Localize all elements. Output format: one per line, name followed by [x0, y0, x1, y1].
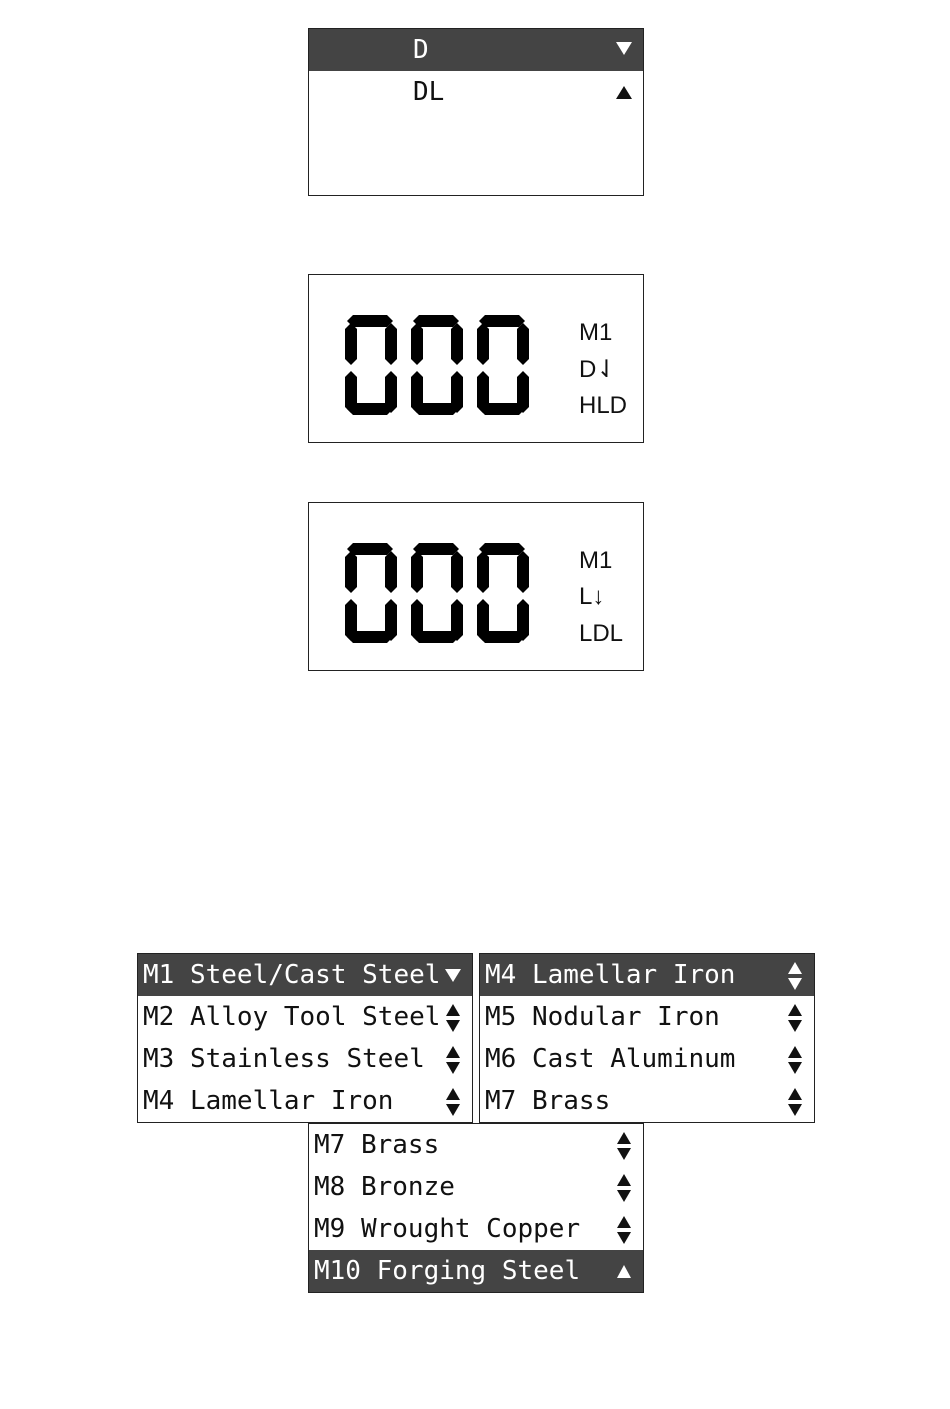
up-down-arrow-icon [614, 1166, 636, 1208]
up-down-arrow-icon [614, 1124, 636, 1166]
up-down-arrow-icon [785, 954, 807, 996]
material-item[interactable] [480, 1080, 814, 1122]
hardness-unit: LDL [579, 620, 624, 647]
up-down-arrow-icon [443, 996, 465, 1038]
material-item-label: M2 Alloy Tool Steel [143, 1002, 441, 1032]
material-item[interactable] [138, 954, 472, 996]
digit-0 [345, 315, 397, 415]
material-item[interactable] [138, 996, 472, 1038]
digit-2 [477, 543, 529, 643]
material-item[interactable] [480, 1038, 814, 1080]
digit-1 [411, 543, 463, 643]
seven-segment-reading [341, 311, 541, 421]
material-item-label: M3 Stainless Steel [143, 1044, 425, 1074]
mode-item-dl[interactable] [309, 71, 643, 113]
material-item[interactable] [309, 1250, 643, 1292]
down-arrow-icon [443, 954, 465, 996]
material-item-label: M5 Nodular Iron [485, 1002, 720, 1032]
material-menu-page-1 [137, 953, 473, 1123]
material-item-label: M6 Cast Aluminum [485, 1044, 736, 1074]
material-item-label: M10 Forging Steel [314, 1256, 581, 1286]
material-item[interactable] [480, 996, 814, 1038]
material-item[interactable] [309, 1124, 643, 1166]
digit-0 [345, 543, 397, 643]
mode-item-label: D [413, 35, 429, 65]
mode-item-d[interactable] [309, 29, 643, 71]
material-item-label: M4 Lamellar Iron [485, 960, 736, 990]
hardness-display-d [308, 274, 644, 443]
material-item-label: M7 Brass [485, 1086, 611, 1116]
material-item[interactable] [309, 1166, 643, 1208]
material-item-label: M8 Bronze [314, 1172, 455, 1202]
impact-direction-indicator: L↓ [579, 583, 605, 610]
material-item-label: M4 Lamellar Iron [143, 1086, 394, 1116]
hardness-unit: HLD [579, 392, 628, 419]
material-item[interactable] [138, 1080, 472, 1122]
up-down-arrow-icon [785, 996, 807, 1038]
mode-item-label: DL [413, 77, 445, 107]
material-item[interactable] [138, 1038, 472, 1080]
impact-direction-indicator: D⇃ [579, 356, 617, 383]
up-arrow-icon [614, 1250, 636, 1292]
mode-select-panel [308, 28, 644, 196]
up-down-arrow-icon [785, 1038, 807, 1080]
material-menu-page-2 [479, 953, 815, 1123]
material-item[interactable] [480, 954, 814, 996]
down-arrow-icon [614, 29, 636, 71]
hardness-display-dl [308, 502, 644, 671]
material-item-label: M1 Steel/Cast Steel [143, 960, 441, 990]
up-down-arrow-icon [785, 1080, 807, 1122]
up-down-arrow-icon [614, 1208, 636, 1250]
up-down-arrow-icon [443, 1038, 465, 1080]
seven-segment-reading [341, 539, 541, 649]
material-item[interactable] [309, 1208, 643, 1250]
up-down-arrow-icon [443, 1080, 465, 1122]
up-arrow-icon [614, 71, 636, 113]
material-indicator: M1 [579, 319, 613, 346]
material-menu-page-3 [308, 1123, 644, 1293]
material-indicator: M1 [579, 547, 613, 574]
material-item-label: M9 Wrought Copper [314, 1214, 581, 1244]
material-item-label: M7 Brass [314, 1130, 440, 1160]
digit-2 [477, 315, 529, 415]
digit-1 [411, 315, 463, 415]
